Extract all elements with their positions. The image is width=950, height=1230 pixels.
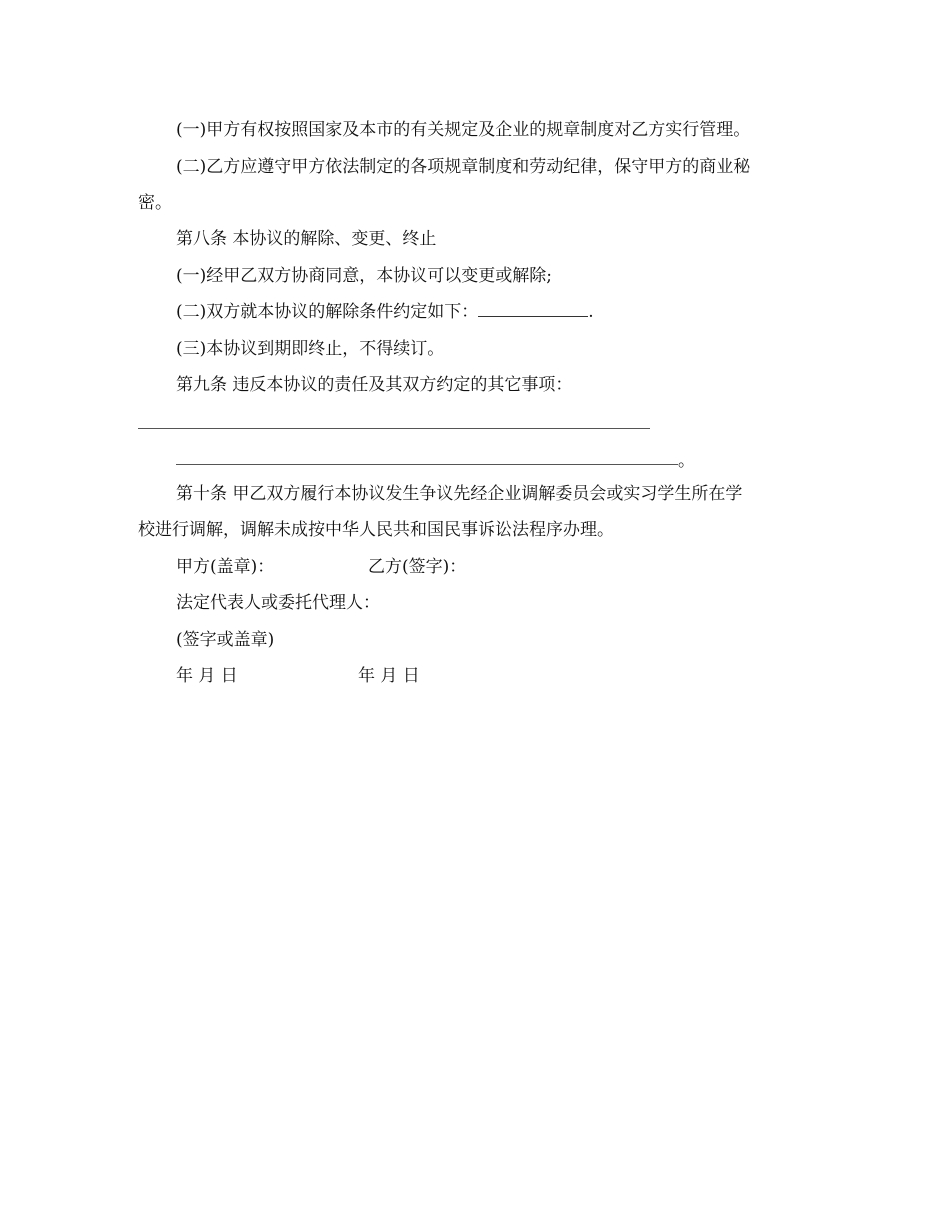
- legal-representative-label: 法定代表人或委托代理人：: [176, 593, 380, 613]
- article-8-item-2-period: .: [588, 302, 594, 322]
- party-a-date: 年 月 日: [176, 666, 238, 686]
- party-b-signature-label: 乙方(签字)：: [368, 557, 467, 577]
- article-8-item-3: (三)本协议到期即终止，不得续订。: [176, 339, 445, 359]
- article-9-blank-line-2: [176, 464, 678, 465]
- party-a-seal-label: 甲方(盖章)：: [176, 557, 275, 577]
- sign-or-seal-label: (签字或盖章): [176, 630, 275, 650]
- article-10-line1: 第十条 甲乙双方履行本协议发生争议先经企业调解委员会或实习学生所在学: [176, 484, 743, 504]
- termination-conditions-blank: [478, 302, 588, 317]
- clause-7-item-2-line2: 密。: [138, 193, 172, 213]
- article-8-item-2: [176, 301, 594, 323]
- article-10-line2: 校进行调解，调解未成按中华人民共和国民事诉讼法程序办理。: [138, 520, 614, 540]
- article-8-heading: 第八条 本协议的解除、变更、终止: [176, 229, 437, 249]
- party-b-date: 年 月 日: [358, 666, 420, 686]
- clause-7-item-2-line1: (二)乙方应遵守甲方依法制定的各项规章制度和劳动纪律，保守甲方的商业秘: [176, 157, 751, 177]
- article-9-blank-line-1: [138, 428, 650, 429]
- article-9-heading: 第九条 违反本协议的责任及其双方约定的其它事项：: [176, 375, 573, 395]
- clause-7-item-1: (一)甲方有权按照国家及本市的有关规定及企业的规章制度对乙方实行管理。: [176, 120, 751, 140]
- article-9-end-mark: 。: [678, 451, 695, 471]
- article-8-item-2-text: (二)双方就本协议的解除条件约定如下：: [176, 302, 479, 322]
- article-8-item-1: (一)经甲乙双方协商同意，本协议可以变更或解除;: [176, 266, 552, 286]
